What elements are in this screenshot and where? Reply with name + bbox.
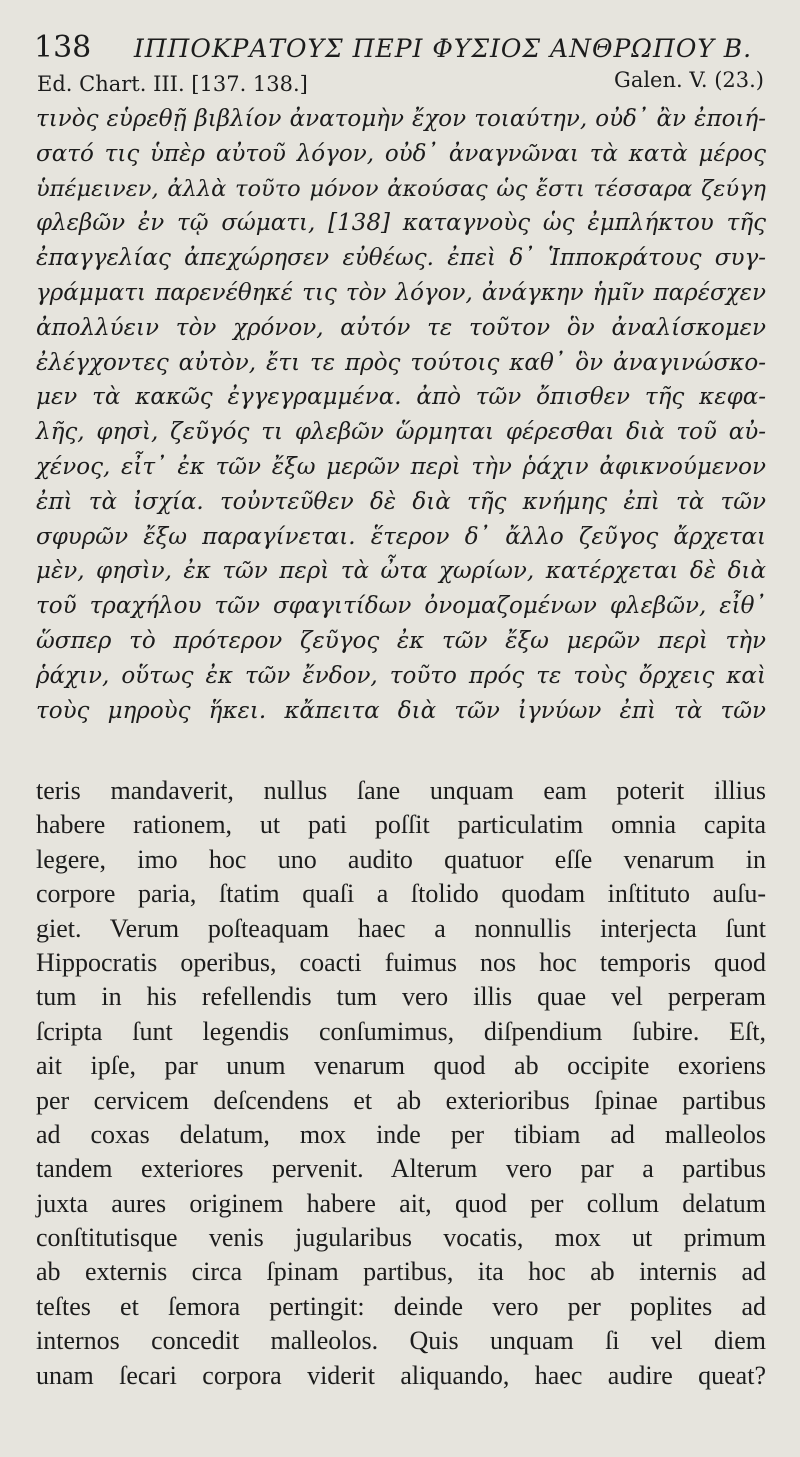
latin-text-line: corpore paria, ſtatim quaſi a ſtolido quodam inſtituto auſu-	[36, 879, 766, 909]
latin-text-line: unam ſecari corpora viderit aliquando, haec audire queat?	[36, 1360, 766, 1390]
greek-text-line: χένος, εἶτ᾿ ἐκ τῶν ἔξω μερῶν περὶ τὴν ῥάχιν ἀφικνούμενον	[36, 453, 766, 480]
greek-text-line: μεν τὰ κακῶς ἐγγεγραμμένα. ἀπὸ τῶν ὄπισθεν τῆς κεφα-	[36, 384, 766, 411]
latin-text-line: habere rationem, ut pati poſſit particulatim omnia capita	[36, 810, 766, 840]
greek-text-line: σφυρῶν ἔξω παραγίνεται. ἕτερον δ᾿ ἄλλο ζεῦγος ἄρχεται	[36, 523, 766, 550]
latin-text-line: tandem exteriores pervenit. Alterum vero par a partibus	[36, 1154, 766, 1184]
latin-text-line: ſcripta ſunt legendis conſumimus, diſpendium ſubire. Eſt,	[36, 1016, 766, 1046]
latin-text-line: internos concedit malleolos. Quis unquam ſi vel diem	[36, 1326, 766, 1356]
latin-text-block	[36, 774, 766, 1393]
latin-text-line: conſtitutisque venis jugularibus vocatis, mox ut primum	[36, 1223, 766, 1253]
latin-text-line: per cervicem deſcendens et ab exterioribus ſpinae partibus	[36, 1085, 766, 1115]
greek-text-line: σατό τις ὑπὲρ αὐτοῦ λόγον, οὐδ᾿ ἀναγνῶναι τὰ κατὰ μέρος	[36, 140, 766, 167]
running-title: ΙΠΠΟΚΡΑΤΟΥΣ ΠΕΡΙ ΦΥΣΙΟΣ ΑΝΘΡΩΠΟΥ Β.	[133, 34, 753, 63]
page-header	[34, 30, 774, 65]
greek-text-line: τοῦ τραχήλου τῶν σφαγιτίδων ὀνομαζομένων φλεβῶν, εἶθ᾿	[36, 593, 766, 620]
latin-text-line: ad coxas delatum, mox inde per tibiam ad malleolos	[36, 1119, 766, 1149]
greek-text-line: μὲν, φησὶν, ἐκ τῶν περὶ τὰ ὦτα χωρίων, κατέρχεται δὲ διὰ	[36, 558, 766, 585]
greek-text-line: τινὸς εὑρεθῇ βιβλίον ἀνατομὴν ἔχον τοιαύτην, οὐδ᾿ ἂν ἐποιή-	[36, 106, 766, 132]
latin-text-line: giet. Verum poſteaquam haec a nonnullis interjecta ſunt	[36, 913, 766, 943]
latin-text-line: ait ipſe, par unum venarum quod ab occipite exoriens	[36, 1051, 766, 1081]
latin-text-line: Hippocratis operibus, coacti fuimus nos hoc temporis quod	[36, 947, 766, 977]
latin-text-line: tum in his refellendis tum vero illis quae vel perperam	[36, 982, 766, 1012]
page-number: 138	[34, 30, 92, 65]
latin-text-line: juxta aures originem habere ait, quod per collum delatum	[36, 1188, 766, 1218]
greek-text-line: ὑπέμεινεν, ἀλλὰ τοῦτο μόνον ἀκούσας ὡς ἔστι τέσσαρα ζεύγη	[36, 175, 766, 202]
latin-text-line: teſtes et ſemora pertingit: deinde vero per poplites ad	[36, 1291, 766, 1321]
latin-text-line: ab externis circa ſpinam partibus, ita hoc ab internis ad	[36, 1257, 766, 1287]
edition-reference: Ed. Chart. III. [137. 138.]	[37, 72, 308, 96]
latin-text-line: legere, imo hoc uno audito quatuor eſſe venarum in	[36, 844, 766, 874]
greek-text-line: ἐπὶ τὰ ἰσχία. τοὐντεῦθεν δὲ διὰ τῆς κνήμης ἐπὶ τὰ τῶν	[36, 488, 766, 515]
greek-text-line: ῥάχιν, οὕτως ἐκ τῶν ἔνδον, τοῦτο πρός τε τοὺς ὄρχεις καὶ	[36, 662, 766, 689]
galen-reference: Galen. V. (23.)	[614, 68, 764, 92]
greek-text-line: ἐλέγχοντες αὐτὸν, ἔτι τε πρὸς τούτοις καθ᾿ ὃν ἀναγινώσκο-	[36, 349, 766, 376]
latin-text-line: teris mandaverit, nullus ſane unquam eam poterit illius	[36, 776, 766, 805]
greek-text-line: φλεβῶν ἐν τῷ σώματι, [138] καταγνοὺς ὡς ἐμπλήκτου τῆς	[36, 210, 766, 237]
greek-text-line: ὥσπερ τὸ πρότερον ζεῦγος ἐκ τῶν ἔξω μερῶν περὶ τὴν	[36, 627, 766, 654]
greek-text-line: γράμματι παρενέθηκέ τις τὸν λόγον, ἀνάγκην ἡμῖν παρέσχεν	[36, 279, 766, 306]
greek-text-line: τοὺς μηροὺς ἥκει. κἄπειτα διὰ τῶν ἰγνύων ἐπὶ τὰ τῶν	[36, 697, 766, 724]
greek-text-line: λῆς, φησὶ, ζεῦγός τι φλεβῶν ὥρμηται φέρεσθαι διὰ τοῦ αὐ-	[36, 419, 766, 446]
greek-text-line: ἀπολλύειν τὸν χρόνον, αὐτόν τε τοῦτον ὃν ἀναλίσκομεν	[36, 314, 766, 341]
greek-text-line: ἐπαγγελίας ἀπεχώρησεν εὐθέως. ἐπεὶ δ᾿ Ἱπποκράτους συγ-	[36, 245, 766, 272]
greek-text-block	[36, 102, 766, 728]
